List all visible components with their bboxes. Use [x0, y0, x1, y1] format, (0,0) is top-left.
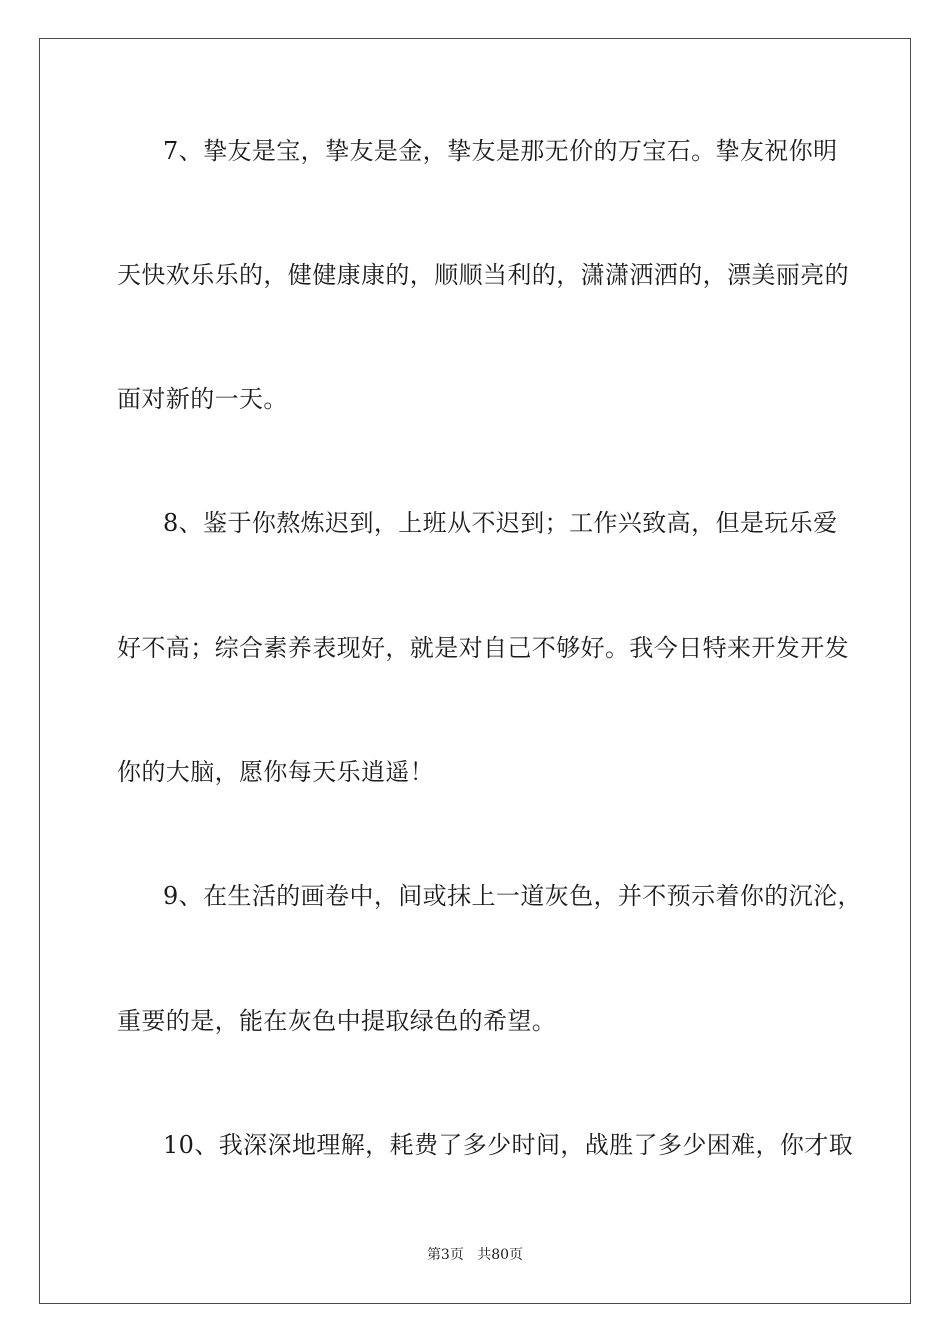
paragraph-9-line-2: 重要的是，能在灰色中提取绿色的希望。 [117, 1007, 557, 1035]
paragraph-8-line-1: 8、鉴于你熬炼迟到，上班从不迟到；工作兴致高，但是玩乐爱 [163, 509, 838, 537]
paragraph-7-line-2: 天快欢乐乐的，健健康康的，顺顺当利的，潇潇洒洒的，漂美丽亮的 [117, 261, 849, 289]
paragraph-7-line-1: 7、挚友是宝，挚友是金，挚友是那无价的万宝石。挚友祝你明 [163, 137, 838, 165]
paragraph-8-line-3: 你的大脑，愿你每天乐逍遥！ [117, 758, 435, 786]
paragraph-8-line-2: 好不高；综合素养表现好，就是对自己不够好。我今日特来开发开发 [117, 634, 849, 662]
page-total: 共80页 [477, 1247, 524, 1263]
paragraph-9-line-1: 9、在生活的画卷中，间或抹上一道灰色，并不预示着你的沉沦， [163, 882, 862, 910]
paragraph-7-line-3: 面对新的一天。 [117, 385, 288, 413]
page-number: 第3页 [426, 1247, 464, 1263]
page-footer [0, 1245, 950, 1265]
paragraph-10-line-1: 10、我深深地理解，耗费了多少时间，战胜了多少困难，你才取 [163, 1131, 854, 1159]
page-border [39, 38, 911, 1304]
